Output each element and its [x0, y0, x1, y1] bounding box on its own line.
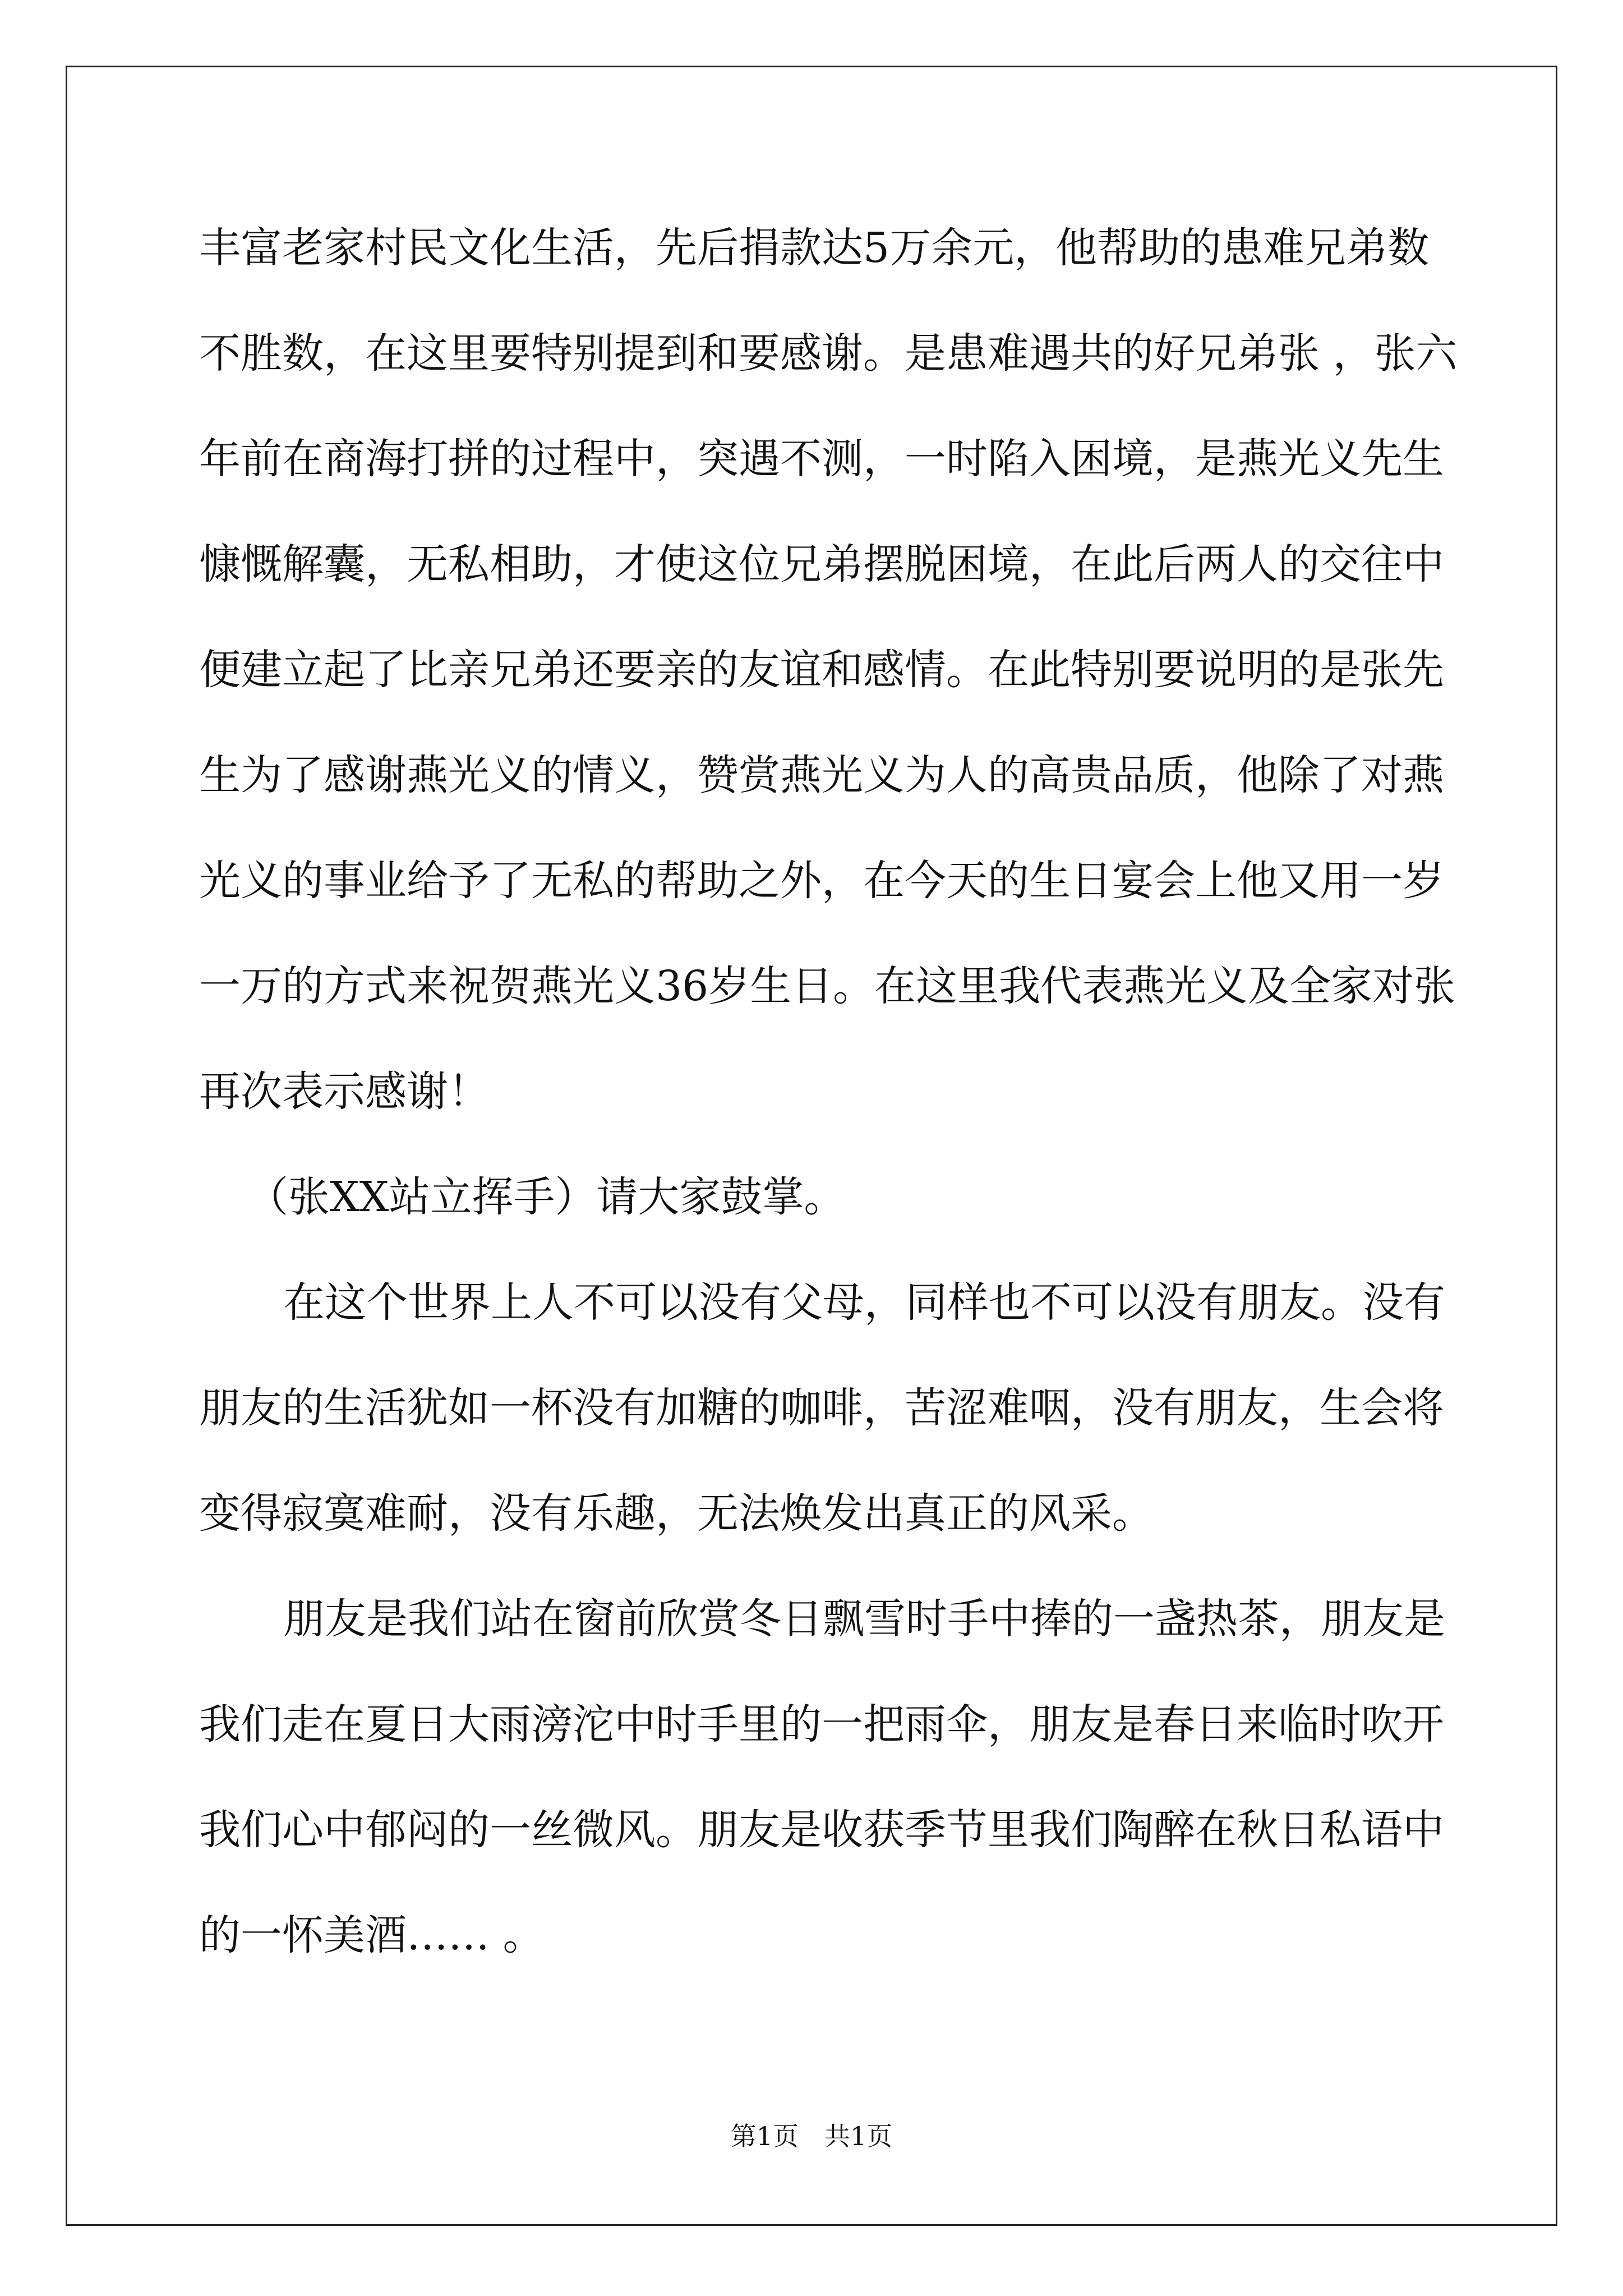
body-text-line: （张XX站立挥手）请大家鼓掌。 — [247, 1173, 846, 1221]
body-text-line: 不胜数，在这里要特别提到和要感谢。是患难遇共的好兄弟张 ，张六 — [199, 329, 1458, 378]
body-text-line: 朋友的生活犹如一杯没有加糖的咖啡，苦涩难咽，没有朋友，生会将 — [199, 1384, 1444, 1432]
body-text-line: 年前在商海打拼的过程中，突遇不测，一时陷入困境，是燕光义先生 — [199, 435, 1444, 483]
page-number-footer: 第1页 共1页 — [730, 2121, 893, 2151]
body-text-line: 光义的事业给予了无私的帮助之外，在今天的生日宴会上他又用一岁 — [199, 857, 1444, 905]
body-text-line: 的一怀美酒…… 。 — [199, 1911, 545, 1959]
body-text-line: 在这个世界上人不可以没有父母，同样也不可以没有朋友。没有 — [283, 1278, 1445, 1327]
body-text-line: 生为了感谢燕光义的情义，赞赏燕光义为人的高贵品质，他除了对燕 — [199, 751, 1444, 799]
body-text-line: 一万的方式来祝贺燕光义36岁生日。在这里我代表燕光义及全家对张 — [199, 962, 1456, 1010]
body-text-line: 变得寂寞难耐，没有乐趣，无法焕发出真正的风采。 — [199, 1489, 1154, 1538]
body-text-line: 我们走在夏日大雨滂沱中时手里的一把雨伞，朋友是春日来临时吹开 — [199, 1700, 1444, 1749]
body-text-line: 朋友是我们站在窗前欣赏冬日飘雪时手中捧的一盏热茶，朋友是 — [283, 1595, 1445, 1643]
body-text-line: 再次表示感谢！ — [199, 1068, 490, 1116]
page-border — [66, 66, 1557, 2226]
body-text-line: 慷慨解囊，无私相助，才使这位兄弟摆脱困境，在此后两人的交往中 — [199, 540, 1444, 588]
body-text-line: 便建立起了比亲兄弟还要亲的友谊和感情。在此特别要说明的是张先 — [199, 646, 1444, 694]
body-text-line: 丰富老家村民文化生活，先后捐款达5万余元，他帮助的患难兄弟数 — [199, 224, 1430, 272]
body-text-line: 我们心中郁闷的一丝微风。朋友是收获季节里我们陶醉在秋日私语中 — [199, 1806, 1444, 1854]
